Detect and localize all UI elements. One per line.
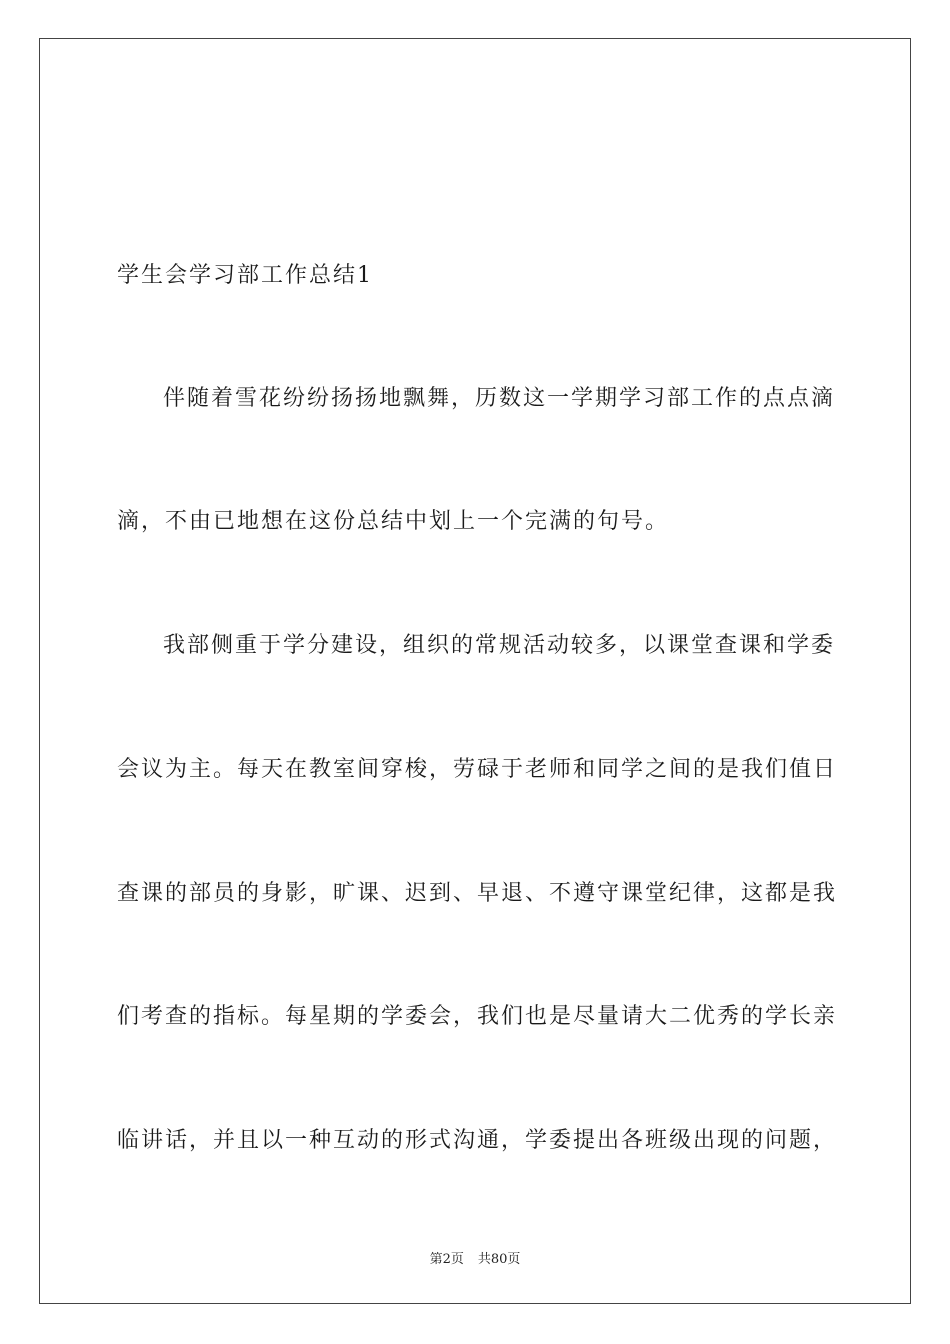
page-border [39, 38, 911, 1304]
page-total: 共80页 [477, 1252, 521, 1267]
paragraph-line: 滴，不由已地想在这份总结中划上一个完满的句号。 [117, 509, 670, 534]
paragraph-line: 查课的部员的身影，旷课、迟到、早退、不遵守课堂纪律，这都是我 [117, 881, 838, 906]
page-number: 第2页 [429, 1252, 464, 1267]
paragraph-line: 伴随着雪花纷纷扬扬地飘舞，历数这一学期学习部工作的点点滴 [163, 386, 836, 411]
page-footer [0, 1248, 950, 1267]
paragraph-line: 会议为主。每天在教室间穿梭，劳碌于老师和同学之间的是我们值日 [117, 757, 838, 782]
paragraph-line: 们考查的指标。每星期的学委会，我们也是尽量请大二优秀的学长亲 [117, 1004, 838, 1029]
paragraph-line: 我部侧重于学分建设，组织的常规活动较多，以课堂查课和学委 [163, 633, 836, 658]
document-title: 学生会学习部工作总结1 [117, 263, 373, 288]
paragraph-line: 临讲话，并且以一种互动的形式沟通，学委提出各班级出现的问题， [117, 1128, 838, 1153]
